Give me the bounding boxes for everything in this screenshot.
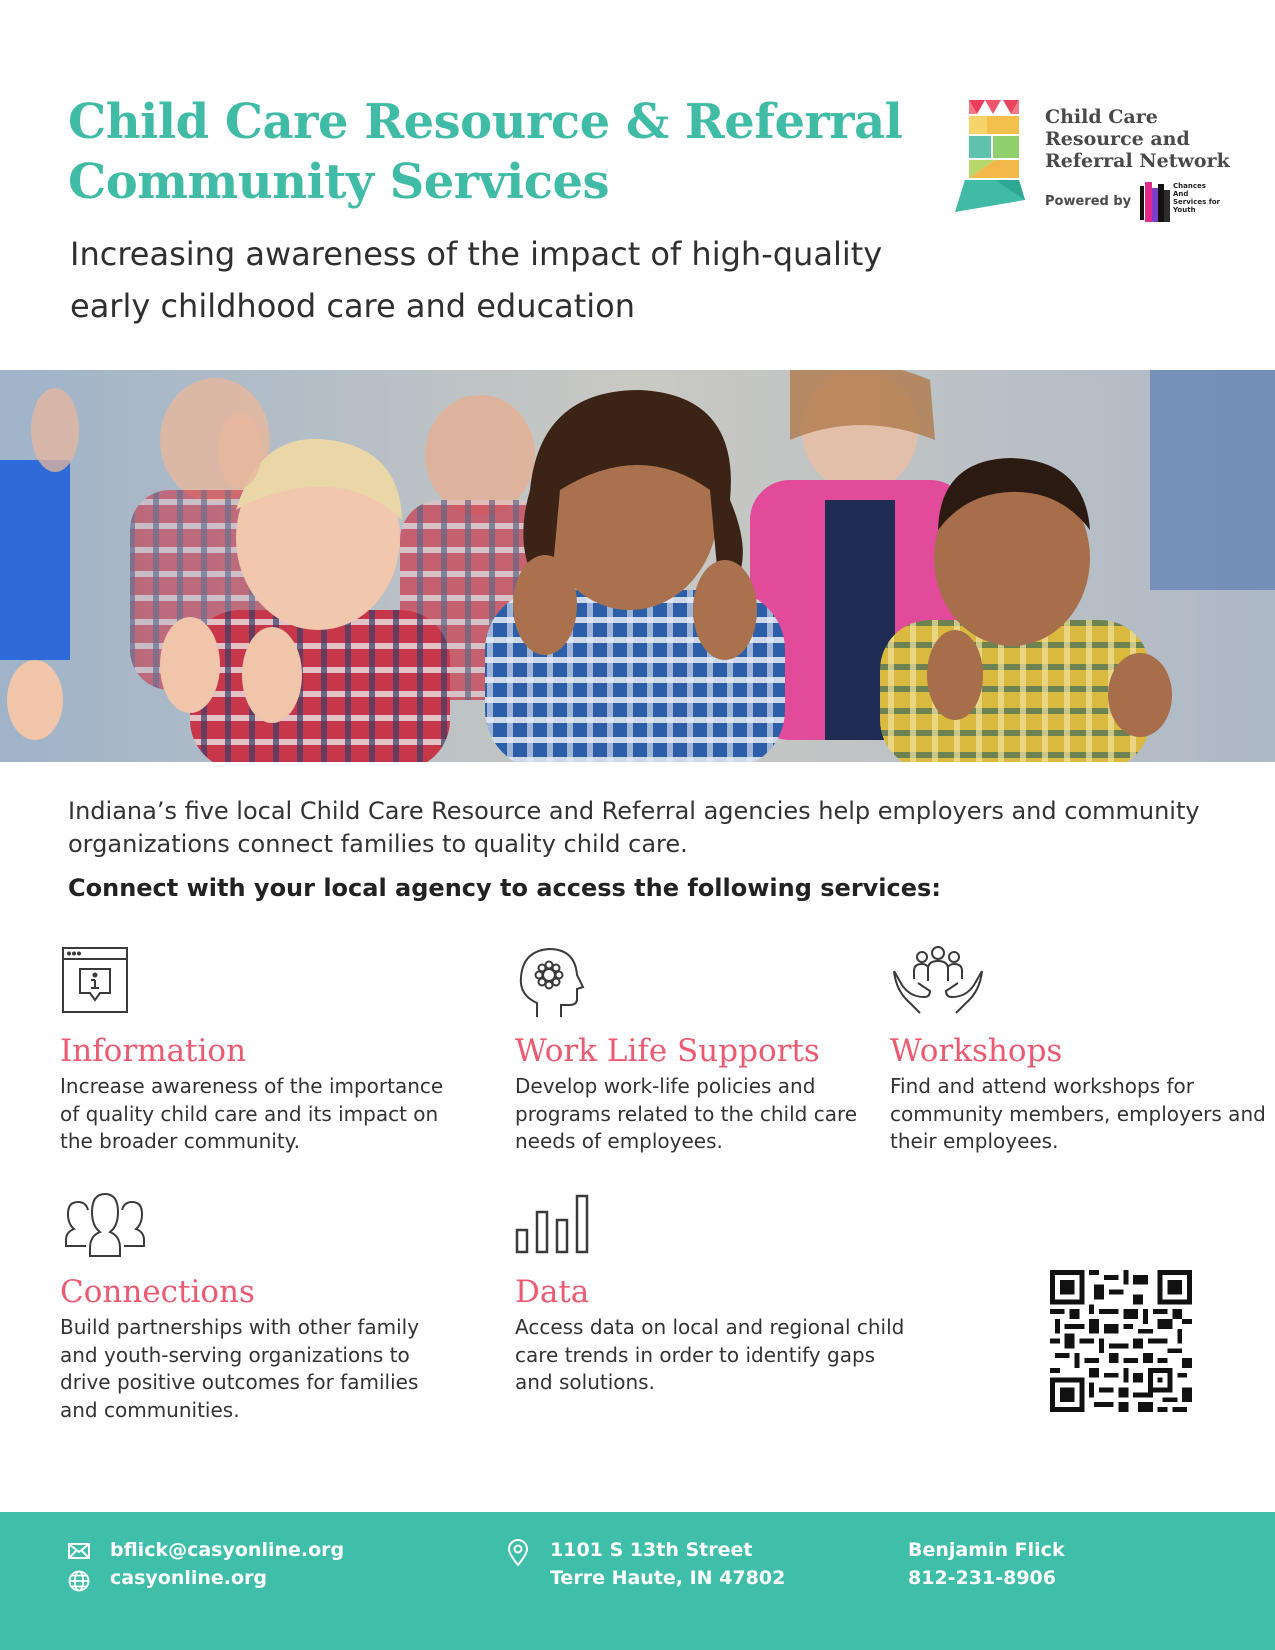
page-subtitle — [70, 228, 950, 332]
head-gear-icon — [515, 945, 585, 1021]
service-title: Work Life Supports — [515, 1033, 820, 1069]
service-description: Access data on local and regional child care trends in order to identify gaps and solutions. — [515, 1315, 905, 1394]
address-line-2: Terre Haute, IN 47802 — [550, 1567, 786, 1589]
service-description: Develop work-life policies and programs related to the child care needs of employees. — [515, 1074, 858, 1153]
service-title: Data — [515, 1274, 590, 1310]
qr-code[interactable] — [1050, 1270, 1192, 1412]
service-description: Find and attend workshops for community members, employers and their employees. — [890, 1074, 1266, 1153]
website-link[interactable]: casyonline.org — [110, 1567, 268, 1589]
service-title: Connections — [60, 1274, 255, 1310]
subtitle-line-1: Increasing awareness of the impact of high-quality — [70, 235, 883, 273]
hands-people-icon — [890, 945, 986, 1019]
network-name: Child Care Resource and Referral Network — [1045, 106, 1230, 172]
contact-phone[interactable]: 812-231-8906 — [908, 1567, 1056, 1589]
service-title: Information — [60, 1033, 247, 1069]
network-logo — [955, 100, 1235, 230]
address-line-1: 1101 S 13th Street — [550, 1539, 753, 1561]
children-clapping-photo — [0, 370, 1275, 762]
email-link[interactable]: bflick@casyonline.org — [110, 1539, 345, 1561]
location-pin-icon — [507, 1539, 529, 1567]
contact-footer — [0, 1512, 1275, 1650]
title-line-2: Community Services — [68, 154, 610, 210]
powered-by-label: Powered by — [1045, 194, 1132, 209]
bar-chart-icon — [515, 1186, 595, 1256]
people-group-icon — [60, 1186, 150, 1260]
info-screen-icon — [60, 945, 130, 1015]
service-description: Increase awareness of the importance of quality child care and its impact on the broader community. — [60, 1074, 444, 1153]
partner-logo-figures-icon — [1140, 182, 1172, 222]
services-lead: Connect with your local agency to access the following services: — [68, 874, 941, 902]
title-line-1: Child Care Resource & Referral — [68, 94, 903, 150]
indiana-mosaic-logo-icon — [955, 100, 1037, 220]
partner-name: Chances And Services for Youth — [1173, 182, 1221, 214]
subtitle-line-2: early childhood care and education — [70, 287, 636, 325]
mail-icon — [68, 1542, 90, 1560]
intro-text: Indiana’s five local Child Care Resource and Referral agencies help employers and community organizations connect families to quality child care. — [68, 797, 1200, 858]
service-title: Workshops — [890, 1033, 1063, 1069]
page-title — [68, 92, 928, 212]
service-description: Build partnerships with other family and youth-serving organizations to drive positive outcomes for families and communities. — [60, 1315, 420, 1422]
globe-icon — [68, 1570, 90, 1592]
contact-name: Benjamin Flick — [908, 1539, 1065, 1561]
